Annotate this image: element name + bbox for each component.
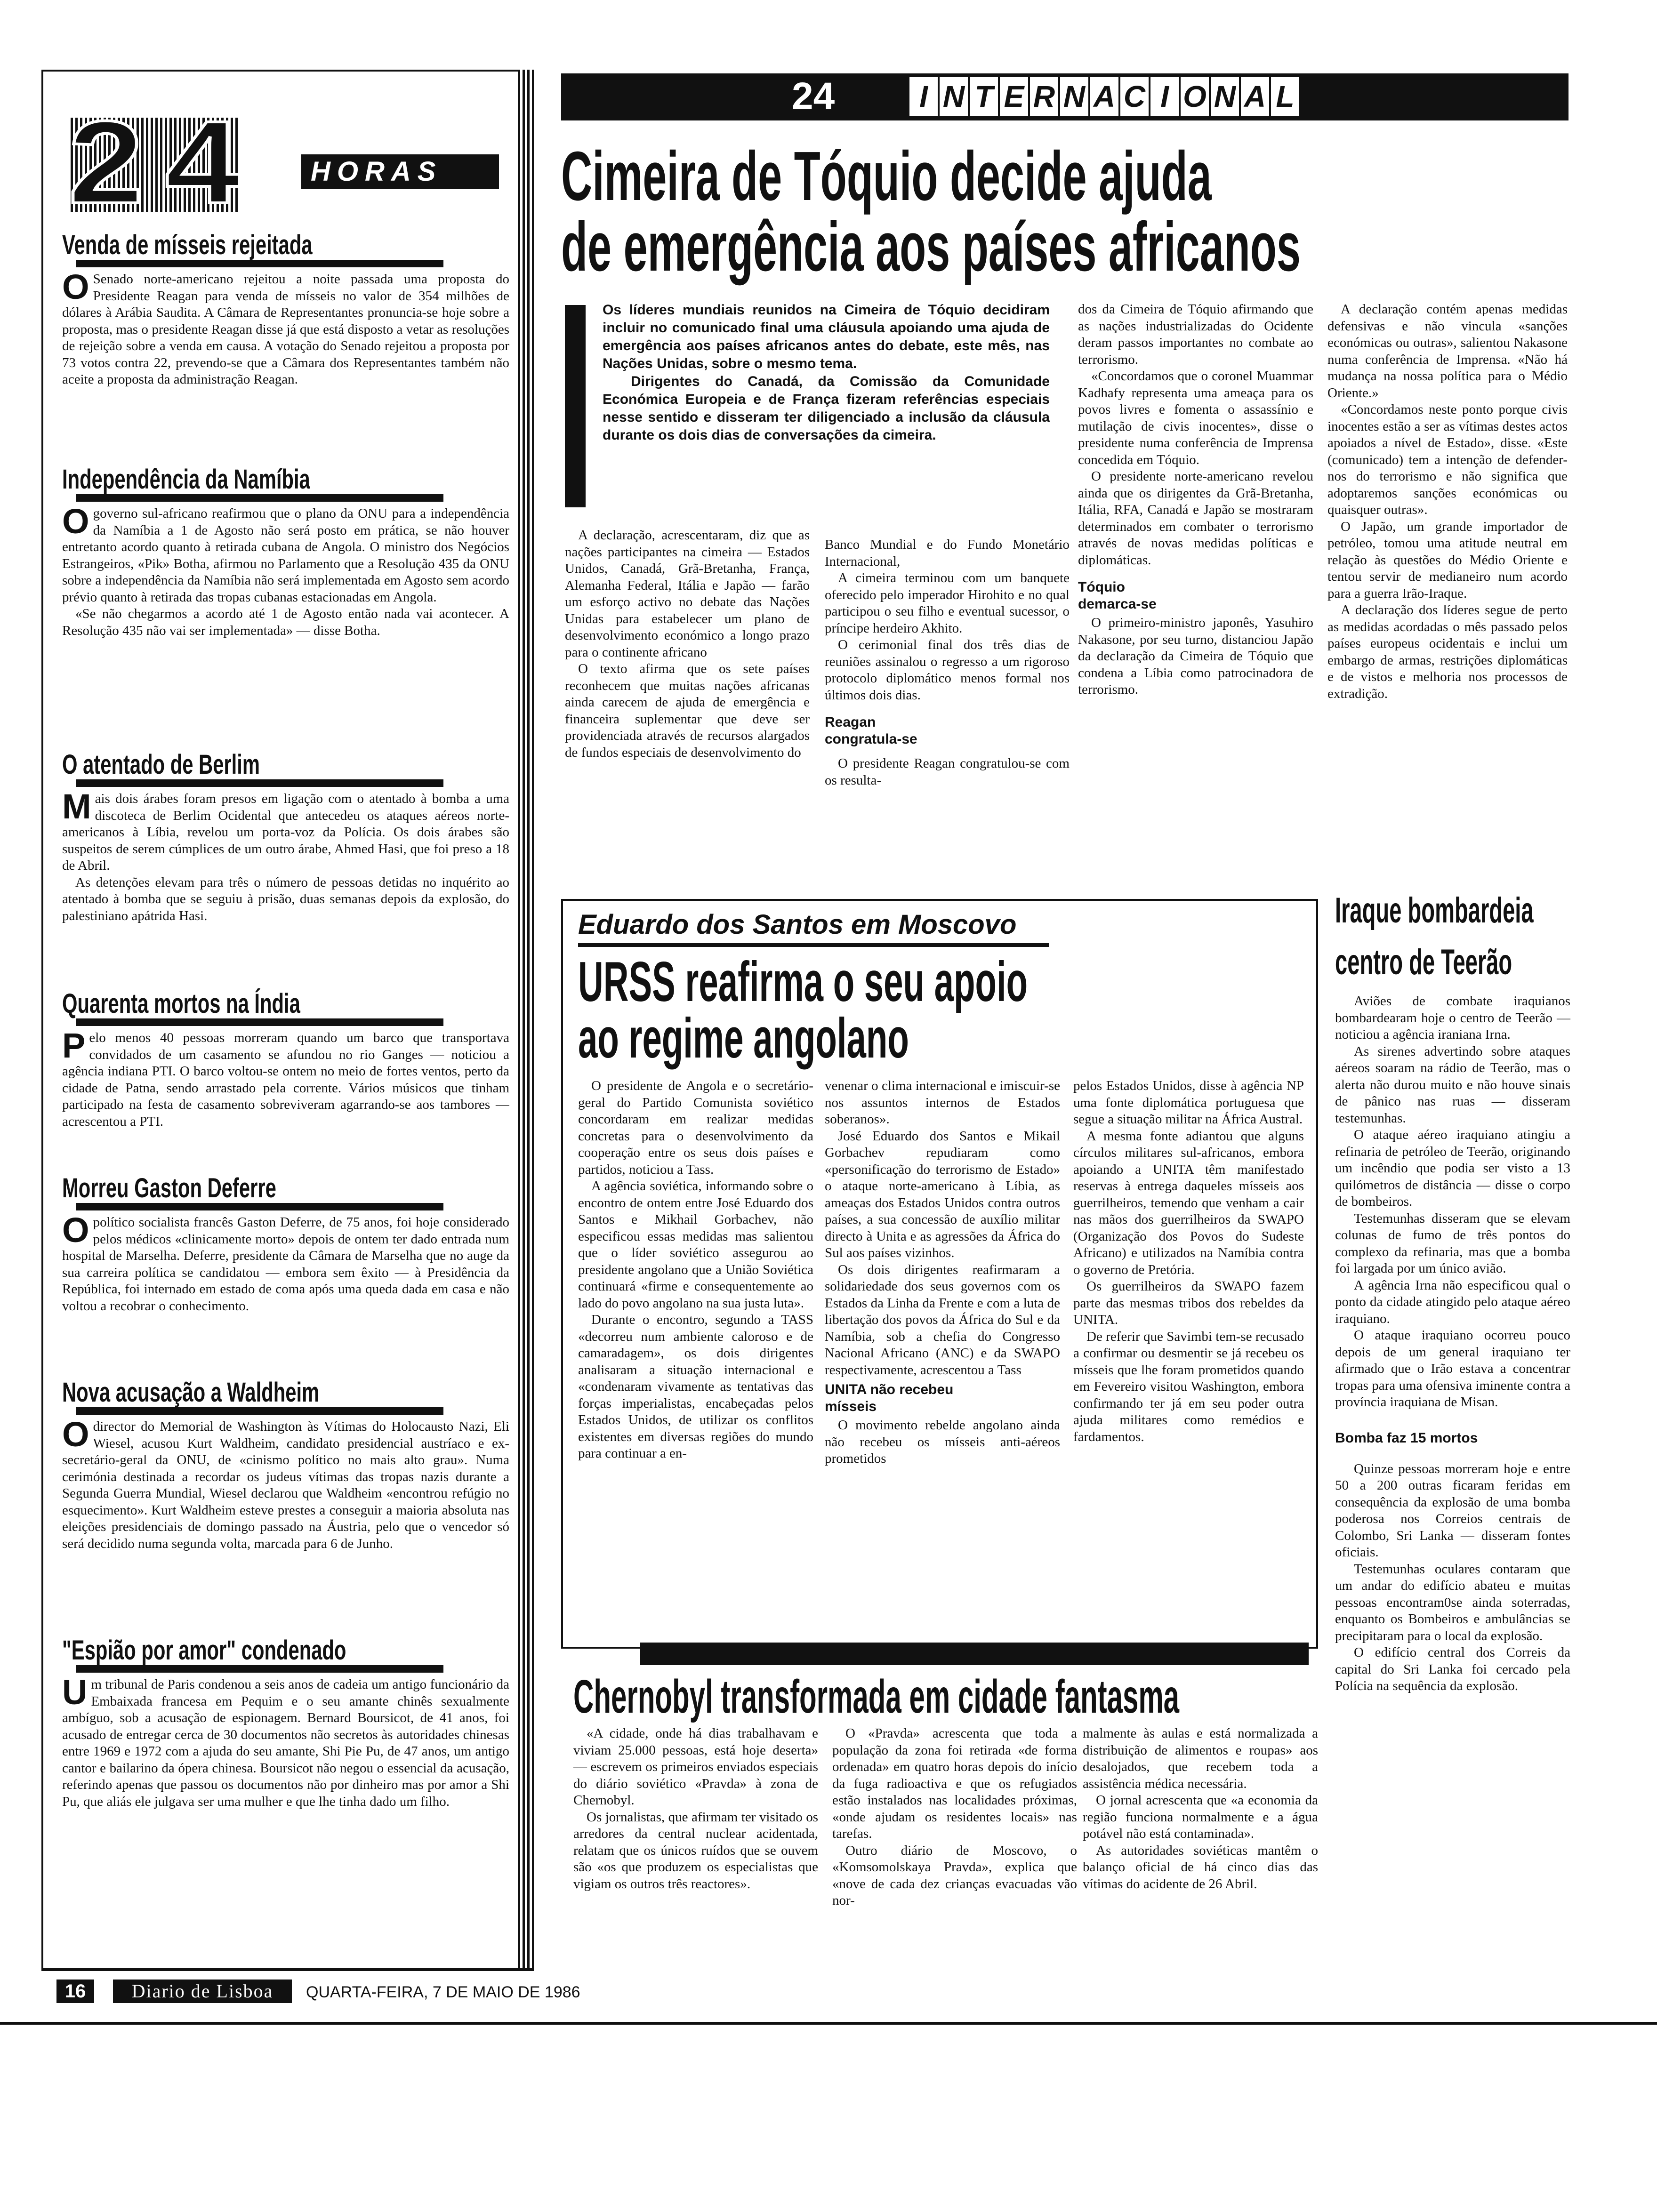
iraque-subhead: Bomba faz 15 mortos xyxy=(1335,1430,1478,1446)
section-letter: N xyxy=(940,77,968,116)
story-headline: Morreu Gaston Deferre xyxy=(62,1173,276,1203)
lead-paragraph: A declaração dos líderes segue de perto as medidas acordadas o mês passado pelos países europeus ocidentais e inclui um embargo de armas, restrições diplomáticas e de vistos e melhoria nos processos de extradição. xyxy=(1327,602,1568,701)
section-letter: E xyxy=(1000,77,1028,116)
story-namibia xyxy=(62,463,509,748)
story-body: O Senado norte-americano rejeitou a noite passada uma proposta do Presidente Reagan para venda de mísseis no valor de 354 milhões de dólares à Arábia Saudita. A Câmara de Representantes pronuncia-se hoje sobre a proposta, mas o presidente Reagan disse já que está disposto a vetar as resoluções de rejeição sobre a venda em causa. A votação do Senado rejeitou a proposta por 73 votos contra 22, prevendo-se que a Câmara dos Representantes também não aceite a proposta da administração Reagan. xyxy=(62,267,509,387)
angola-paragraph: A agência soviética, informando sobre o encontro de ontem entre José Eduardo dos Santos e Mikhail Gorbachev, não especificou essas medidas mas salientou que o líder soviético assegurou ao presidente angolano que a União Soviética continuará «firme e consequentemente ao lado do povo angolano na sua justa luta». xyxy=(578,1178,813,1311)
iraque-paragraph: O ataque aéreo iraquiano atingiu a refinaria de petróleo de Teerão, originando um incêndio que podia ser visto a 13 quilómetros de distância — disse o corpo de bombeiros. xyxy=(1335,1127,1570,1209)
chernobyl-paragraph: As autoridades soviéticas mantêm o balanço oficial de há cinco dias das vítimas do acidente de 26 Abril. xyxy=(1083,1843,1318,1891)
lead-col-4 xyxy=(1327,301,1568,702)
story-headline: Venda de mísseis rejeitada xyxy=(62,230,313,260)
chernobyl-top-bar xyxy=(640,1643,1309,1665)
chernobyl-paragraph: O jornal acrescenta que «a economia da região funciona normalmente e a água potável não está contaminada». xyxy=(1083,1793,1318,1841)
lead-col-3 xyxy=(1078,301,1313,698)
section-letter: L xyxy=(1271,77,1299,116)
story-india xyxy=(62,987,509,1172)
story-body: Opolítico socialista francês Gaston Deferre, de 75 anos, foi hoje considerado pelos médicos «clinicamente morto» depois de ontem ter dado entrada num hospital de Marselha. Deferre, presidente da Câmara de Marselha que no auge da sua carreira política se candidatou — embora sem êxito — à Presidência da República, foi internado em estado de coma após uma queda dada em casa e não voltou a recobrar o conhecimento. xyxy=(62,1210,509,1314)
story-headline: O atentado de Berlim xyxy=(62,749,260,780)
page-number: 16 xyxy=(56,1980,94,2003)
iraque-paragraph: Quinze pessoas morreram hoje e entre 50 a 200 outras ficaram feridas em consequência da explosão de uma bomba poderosa nos Correios centrais de Colombo, Sri Lanka — disseram fontes oficiais. xyxy=(1335,1461,1570,1560)
angola-paragraph: pelos Estados Unidos, disse à agência NP uma fonte diplomática portuguesa que segue a situação militar na África Austral. xyxy=(1073,1078,1304,1127)
story-body: Odirector do Memorial de Washington às Vítimas do Holocausto Nazi, Eli Wiesel, acusou Kurt Waldheim, candidato presidencial austríaco e ex-secretário-geral da ONU, de «cinismo político no mais alto grau». Numa cerimónia destinada a recordar os judeus vítimas das tropas nazis durante a Segunda Guerra Mundial, Wiesel declarou que Waldheim «encontrou refúgio no esquecimento». Kurt Waldheim esteve prestes a conseguir a maioria absoluta nas eleições presidenciais de domingo passado na Áustria, pelo que o vencedor só será decidido numa segunda volta, marcada para 6 de Junho. xyxy=(62,1415,509,1551)
story-berlim xyxy=(62,748,509,987)
lead-paragraph: «Concordamos que o coronel Muammar Kadhafy representa uma ameaça para os povos livres e fomenta o assassínio e mutilação de civis inocentes», disse o presidente numa conferência de Imprensa concedida em Tóquio. xyxy=(1078,369,1313,467)
chernobyl-paragraph: «A cidade, onde há dias trabalhavam e viviam 25.000 pessoas, está hoje deserta» — escrevem os primeiros enviados especiais do diário soviético «Pravda» à zona de Chernobyl. xyxy=(573,1726,818,1808)
iraque-headline-2: centro de Teerão xyxy=(1335,942,1512,982)
left-column-bottom-rule xyxy=(41,1968,534,1971)
logo-number: 24 xyxy=(68,96,262,228)
angola-paragraph: venenar o clima internacional e imiscuir-se nos assuntos internos de Estados soberanos». xyxy=(825,1078,1060,1127)
angola-paragraph: De referir que Savimbi tem-se recusado a confirmar ou desmentir se já recebeu os mísseis que lhe foram prometidos quando em Fevereiro visitou Washington, embora confirmando ter já em seu poder outra ajuda militares como remédios e fardamentos. xyxy=(1073,1329,1304,1444)
iraque-paragraph: Testemunhas disseram que se elevam colunas de fumo de três pontos do complexo da refinaria, mas que a bomba foi largada por um único avião. xyxy=(1335,1210,1570,1276)
angola-headline-1: URSS reafirma o seu apoio xyxy=(578,950,1028,1013)
story-headline: Nova acusação a Waldheim xyxy=(62,1377,320,1408)
lead-paragraph: A declaração, acrescentaram, diz que as nações participantes na cimeira — Estados Unidos, Canadá, Grã-Bretanha, França, Alemanha Federal, Itália e Japão — farão um esforço activo no debate das Nações Unidas para estabelecer um plano de desenvolvimento económico a longo prazo para o continente africano xyxy=(565,528,810,660)
drop-cap: P xyxy=(62,1026,86,1065)
bottom-rule xyxy=(0,2022,1657,2025)
story-body-2: «Se não chegarmos a acordo até 1 de Agosto então nada vai acontecer. A Resolução 435 não vai ser implementada» — disse Botha. xyxy=(62,606,509,638)
24-horas-logo xyxy=(68,96,325,228)
lead-paragraph: O presidente norte-americano revelou ainda que os dirigentes da Grã-Bretanha, Itália, RFA, Canadá e Japão se mostraram determinados em combater o terrorismo através de novas medidas políticas e diplomáticas. xyxy=(1078,469,1313,568)
chernobyl-col-3 xyxy=(1083,1725,1318,1892)
chernobyl-paragraph: O «Pravda» acrescenta que toda a população da zona foi retirada «de forma ordenada» em quatro horas depois do início da fuga radioactiva e que os refugiados estão instalados nas localidades próximas, «onde ajudam os residentes locais» nas tarefas. xyxy=(832,1726,1077,1841)
lead-col-2 xyxy=(825,537,1070,789)
iraque-headline-1: Iraque bombardeia xyxy=(1335,890,1534,930)
section-letter: C xyxy=(1120,77,1149,116)
left-column-rule xyxy=(518,70,534,1971)
section-letter: N xyxy=(1211,77,1239,116)
chernobyl-paragraph: malmente às aulas e está normalizada a distribuição de alimentos e roupas» aos desalojados, que recebem toda a assistência médica necessária. xyxy=(1083,1726,1318,1791)
iraque-paragraph: O edifício central dos Correis da capital do Sri Lanka foi cercado pela Polícia na sequência da explosão. xyxy=(1335,1645,1570,1693)
lead-subhead: Reagan congratula-se xyxy=(825,714,917,747)
lead-subhead: Tóquio demarca-se xyxy=(1078,579,1157,612)
iraque-col xyxy=(1335,993,1570,1695)
story-body: Ogoverno sul-africano reafirmou que o plano da ONU para a independência da Namíbia a 1 de Agosto não será posto em prática, se não houver entretanto acordo quanto à retirada cubana de Angola. O ministro dos Negócios Estrangeiros, «Pik» Botha, afirmou no Parlamento que a Resolução 435 da ONU sobre a independência da Namíbia não será implementada em Agosto sem acordo prévio quanto à retirada das tropas cubanas estacionadas em Angola. xyxy=(62,502,509,605)
section-letter: R xyxy=(1030,77,1058,116)
story-headline: Independência da Namíbia xyxy=(62,464,310,495)
drop-cap: M xyxy=(62,787,91,826)
lead-paragraph: Banco Mundial e do Fundo Monetário Internacional, xyxy=(825,537,1070,569)
angola-paragraph: O movimento rebelde angolano ainda não recebeu os mísseis anti-aéreos prometidos xyxy=(825,1418,1060,1466)
story-waldheim xyxy=(62,1376,509,1634)
drop-cap: O xyxy=(62,502,89,541)
drop-cap: U xyxy=(62,1673,88,1712)
lead-paragraph: O Japão, um grande importador de petróleo, tomou uma atitude neutral em relação às questões do Médio Oriente e tentou servir de medianeiro num acordo para a guerra Irão-Iraque. xyxy=(1327,519,1568,601)
angola-paragraph: José Eduardo dos Santos e Mikail Gorbachev repudiaram como «personificação do terrorismo de Estado» o ataque norte-americano à Líbia, as ameaças dos Estados Unidos contra outros países, a sua concessão de auxílio militar directo à Unita e as agressões da África do Sul aos países vizinhos. xyxy=(825,1128,1060,1260)
story-headline: Quarenta mortos na Índia xyxy=(62,988,300,1019)
angola-paragraph: Os guerrilheiros da SWAPO fazem parte das mesmas tribos dos rebeldes da UNITA. xyxy=(1073,1279,1304,1327)
lead-drop-bar xyxy=(565,305,586,507)
chernobyl-col-1 xyxy=(573,1725,818,1892)
section-label-boxes xyxy=(909,77,1299,117)
lead-intro xyxy=(603,301,1050,444)
footer xyxy=(56,1980,1572,2006)
angola-paragraph: Os dois dirigentes reafirmaram a solidariedade dos seus governos com os Estados da Linha da Frente e com a luta de libertação dos povos da África do Sul e da Namíbia, sob a chefia do Congresso Nacional Africano (ANC) e da SWAPO respectivamente, acrescentou a Tass xyxy=(825,1262,1060,1378)
logo-label: HORAS xyxy=(311,156,442,187)
section-letter: I xyxy=(909,77,938,116)
angola-kicker-rule xyxy=(578,943,1049,947)
newspaper-logo: Diario de Lisboa xyxy=(113,1980,292,2003)
section-icon: 24 xyxy=(792,75,835,118)
lead-col-1 xyxy=(565,527,810,761)
lead-headline-1: Cimeira de Tóquio decide ajuda xyxy=(561,137,1212,215)
section-letter: I xyxy=(1150,77,1179,116)
iraque-paragraph: Testemunhas oculares contaram que um andar do edifício abateu e muitas pessoas encontram0se ainda soterradas, enquanto os Bombeiros e ambulâncias se precipitaram para o local da explosão. xyxy=(1335,1561,1570,1643)
lead-intro-2: Dirigentes do Canadá, da Comissão da Comunidade Económica Europeia e de França fizeram referências especiais nesse sentido e disseram ter diligenciado a inclusão da cláusula durante os dois dias de conversações da cimeira. xyxy=(603,374,1050,443)
lead-headline-2: de emergência aos países africanos xyxy=(561,208,1301,286)
iraque-paragraph: Aviões de combate iraquianos bombardearam hoje o centro de Teerão — noticiou a agência iraniana Irna. xyxy=(1335,994,1570,1042)
issue-date: QUARTA-FEIRA, 7 DE MAIO DE 1986 xyxy=(306,1983,580,2001)
iraque-paragraph: O ataque iraquiano ocorreu pouco depois de um general iraquiano ter afirmado que o Irão estava a concentrar tropas para uma ofensiva iminente contra a província iraquiana de Misan. xyxy=(1335,1328,1570,1410)
lead-paragraph: O primeiro-ministro japonês, Yasuhiro Nakasone, por seu turno, distanciou Japão da declaração da Cimeira de Tóquio que condena a Líbia como patrocinadora de terrorismo. xyxy=(1078,615,1313,697)
story-venda-misseis xyxy=(62,229,509,463)
section-letter: O xyxy=(1181,77,1209,116)
lead-paragraph: O cerimonial final dos três dias de reuniões assinalou o regresso a um rigoroso protocolo diplomático menos formal nos últimos dois dias. xyxy=(825,637,1070,703)
story-deferre xyxy=(62,1172,509,1376)
iraque-paragraph: A agência Irna não especificou qual o ponto da cidade atingido pelo ataque aéreo iraquiano. xyxy=(1335,1277,1570,1326)
chernobyl-headline: Chernobyl transformada em cidade fantasma xyxy=(573,1670,1180,1723)
story-body: Um tribunal de Paris condenou a seis anos de cadeia um antigo funcionário da Embaixada francesa em Pequim e o seu amante chinês sexualmente ambíguo, sob a acusação de espionagem. Bernard Boursicot, de 41 anos, foi acusado de entregar cerca de 30 documentos não secretos às autoridades chinesas entre 1969 e 1972 com a ajuda do seu amante, Shi Pie Pu, de 47 anos, um antigo cantor e bailarino da ópera chinesa. Boursicot não negou o essencial da acusação, referindo apenas que passou os documentos não por dinheiro mas por amor a Shi Pu, que aliás ele julgava ser uma mulher e que lhe tinha dado um filho. xyxy=(62,1673,509,1809)
angola-paragraph: A mesma fonte adiantou que alguns círculos militares sul-africanos, embora apoiando a UNITA têm manifestado reservas à entrega daqueles mísseis aos guerrilheiros, temendo que venham a cair nas mãos dos guerrilheiros da SWAPO (Organização dos Povos do Sudeste Africano) e utilizados na Namíbia contra o governo de Pretória. xyxy=(1073,1128,1304,1277)
angola-paragraph: O presidente de Angola e o secretário-geral do Partido Comunista soviético concordaram em realizar medidas concretas para o desenvolvimento da cooperação entre os seus dois países e partidos, noticiou a Tass. xyxy=(578,1078,813,1177)
drop-cap: O xyxy=(62,1210,89,1250)
lead-paragraph: «Concordamos neste ponto porque civis inocentes estão a ser as vítimas destes actos apoiados a nível de Estado», disse. «Este (comunicado) tem a intenção de defender-nos do terrorismo e não significa que adoptaremos sanções económicas ou quaisquer outras». xyxy=(1327,402,1568,517)
story-body: Pelo menos 40 pessoas morreram quando um barco que transportava convidados de um casamento se afundou no rio Ganges — noticiou a agência indiana PTI. O barco voltou-se ontem no meio de fortes ventos, perto da cidade de Patna, sendo arrastado pela corrente. Vários músicos que tinham participado na festa de casamento sobreviveram agarrando-se aos tambores — acrescentou a PTI. xyxy=(62,1026,509,1129)
angola-subhead: UNITA não recebeu mísseis xyxy=(825,1382,954,1414)
angola-kicker: Eduardo dos Santos em Moscovo xyxy=(578,909,1017,940)
section-letter: T xyxy=(970,77,998,116)
angola-col-1 xyxy=(578,1078,813,1462)
chernobyl-col-2 xyxy=(832,1725,1077,1909)
iraque-paragraph: As sirenes advertindo sobre ataques aéreos soaram na rádio de Teerão, mas o alerta não durou muito e não houve sinais de pânico nas ruas — disseram testemunhas. xyxy=(1335,1043,1570,1126)
section-masthead xyxy=(561,73,1569,120)
lead-paragraph: O presidente Reagan congratulou-se com os resulta- xyxy=(825,756,1070,788)
chernobyl-paragraph: Outro diário de Moscovo, o «Komsomolskaya Pravda», explica que «nove de cada dez crianças evacuadas vão nor- xyxy=(832,1843,1077,1908)
section-letter: A xyxy=(1241,77,1269,116)
lead-paragraph: A cimeira terminou com um banquete oferecido pelo imperador Hirohito e no qual participou o seu filho e eventual sucessor, o príncipe herdeiro Akhito. xyxy=(825,570,1070,636)
drop-cap: O xyxy=(62,267,89,306)
lead-paragraph: dos da Cimeira de Tóquio afirmando que as nações industrializadas do Ocidente deram passos importantes no combate ao terrorismo. xyxy=(1078,302,1313,367)
lead-intro-1: Os líderes mundiais reunidos na Cimeira de Tóquio decidiram incluir no comunicado final uma cláusula apoiando uma ajuda de emergência aos países africanos antes do debate, este mês, nas Nações Unidas, sobre o mesmo tema. xyxy=(603,302,1050,371)
chernobyl-paragraph: Os jornalistas, que afirmam ter visitado os arredores da central nuclear acidentada, relatam que os únicos ruídos que se ouvem são «os que produzem os especialistas que vigiam os outros três reactores». xyxy=(573,1809,818,1891)
angola-col-3 xyxy=(1073,1078,1304,1445)
story-body: Mais dois árabes foram presos em ligação com o atentado à bomba a uma discoteca de Berlim Ocidental que antecedeu os ataques aéreos norte-americanos à Líbia, revelou um porta-voz da Polícia. Os dois árabes são suspeitos de serem cúmplices de um outro árabe, Ahmed Hasi, que foi preso a 18 de Abril. xyxy=(62,787,509,873)
angola-col-2 xyxy=(825,1078,1060,1467)
left-stories xyxy=(62,229,509,1888)
angola-headline-2: ao regime angolano xyxy=(578,1007,909,1070)
story-espiao xyxy=(62,1634,509,1888)
section-letter: A xyxy=(1090,77,1118,116)
angola-paragraph: Durante o encontro, segundo a TASS «decorreu num ambiente caloroso e de camaradagem», os dois dirigentes analisaram a situação internacional e «condenaram vivamente as tentativas das forças imperialistas, encabeçadas pelos Estados Unidos, de utilizar os conflitos existentes em diversas regiões do mundo para continuar a en- xyxy=(578,1312,813,1461)
lead-paragraph: A declaração contém apenas medidas defensivas e não vincula «sanções económicas ou outras», salientou Nakasone numa conferência de Imprensa. «Não há mudança na nossa política para o Médio Oriente.» xyxy=(1327,302,1568,401)
story-body-2: As detenções elevam para três o número de pessoas detidas no inquérito ao atentado à bomba que se seguiu à prisão, duas semanas depois da explosão, do palestiniano apátrida Hasi. xyxy=(62,874,509,923)
section-letter: N xyxy=(1060,77,1088,116)
story-headline: "Espião por amor" condenado xyxy=(62,1635,346,1666)
drop-cap: O xyxy=(62,1415,89,1454)
lead-paragraph: O texto afirma que os sete países reconhecem que muitas nações africanas ainda carecem de ajuda de emergência e financeira suplementar que deve ser providenciada através de recursos alargados de fundos especiais de desenvolvimento do xyxy=(565,661,810,760)
